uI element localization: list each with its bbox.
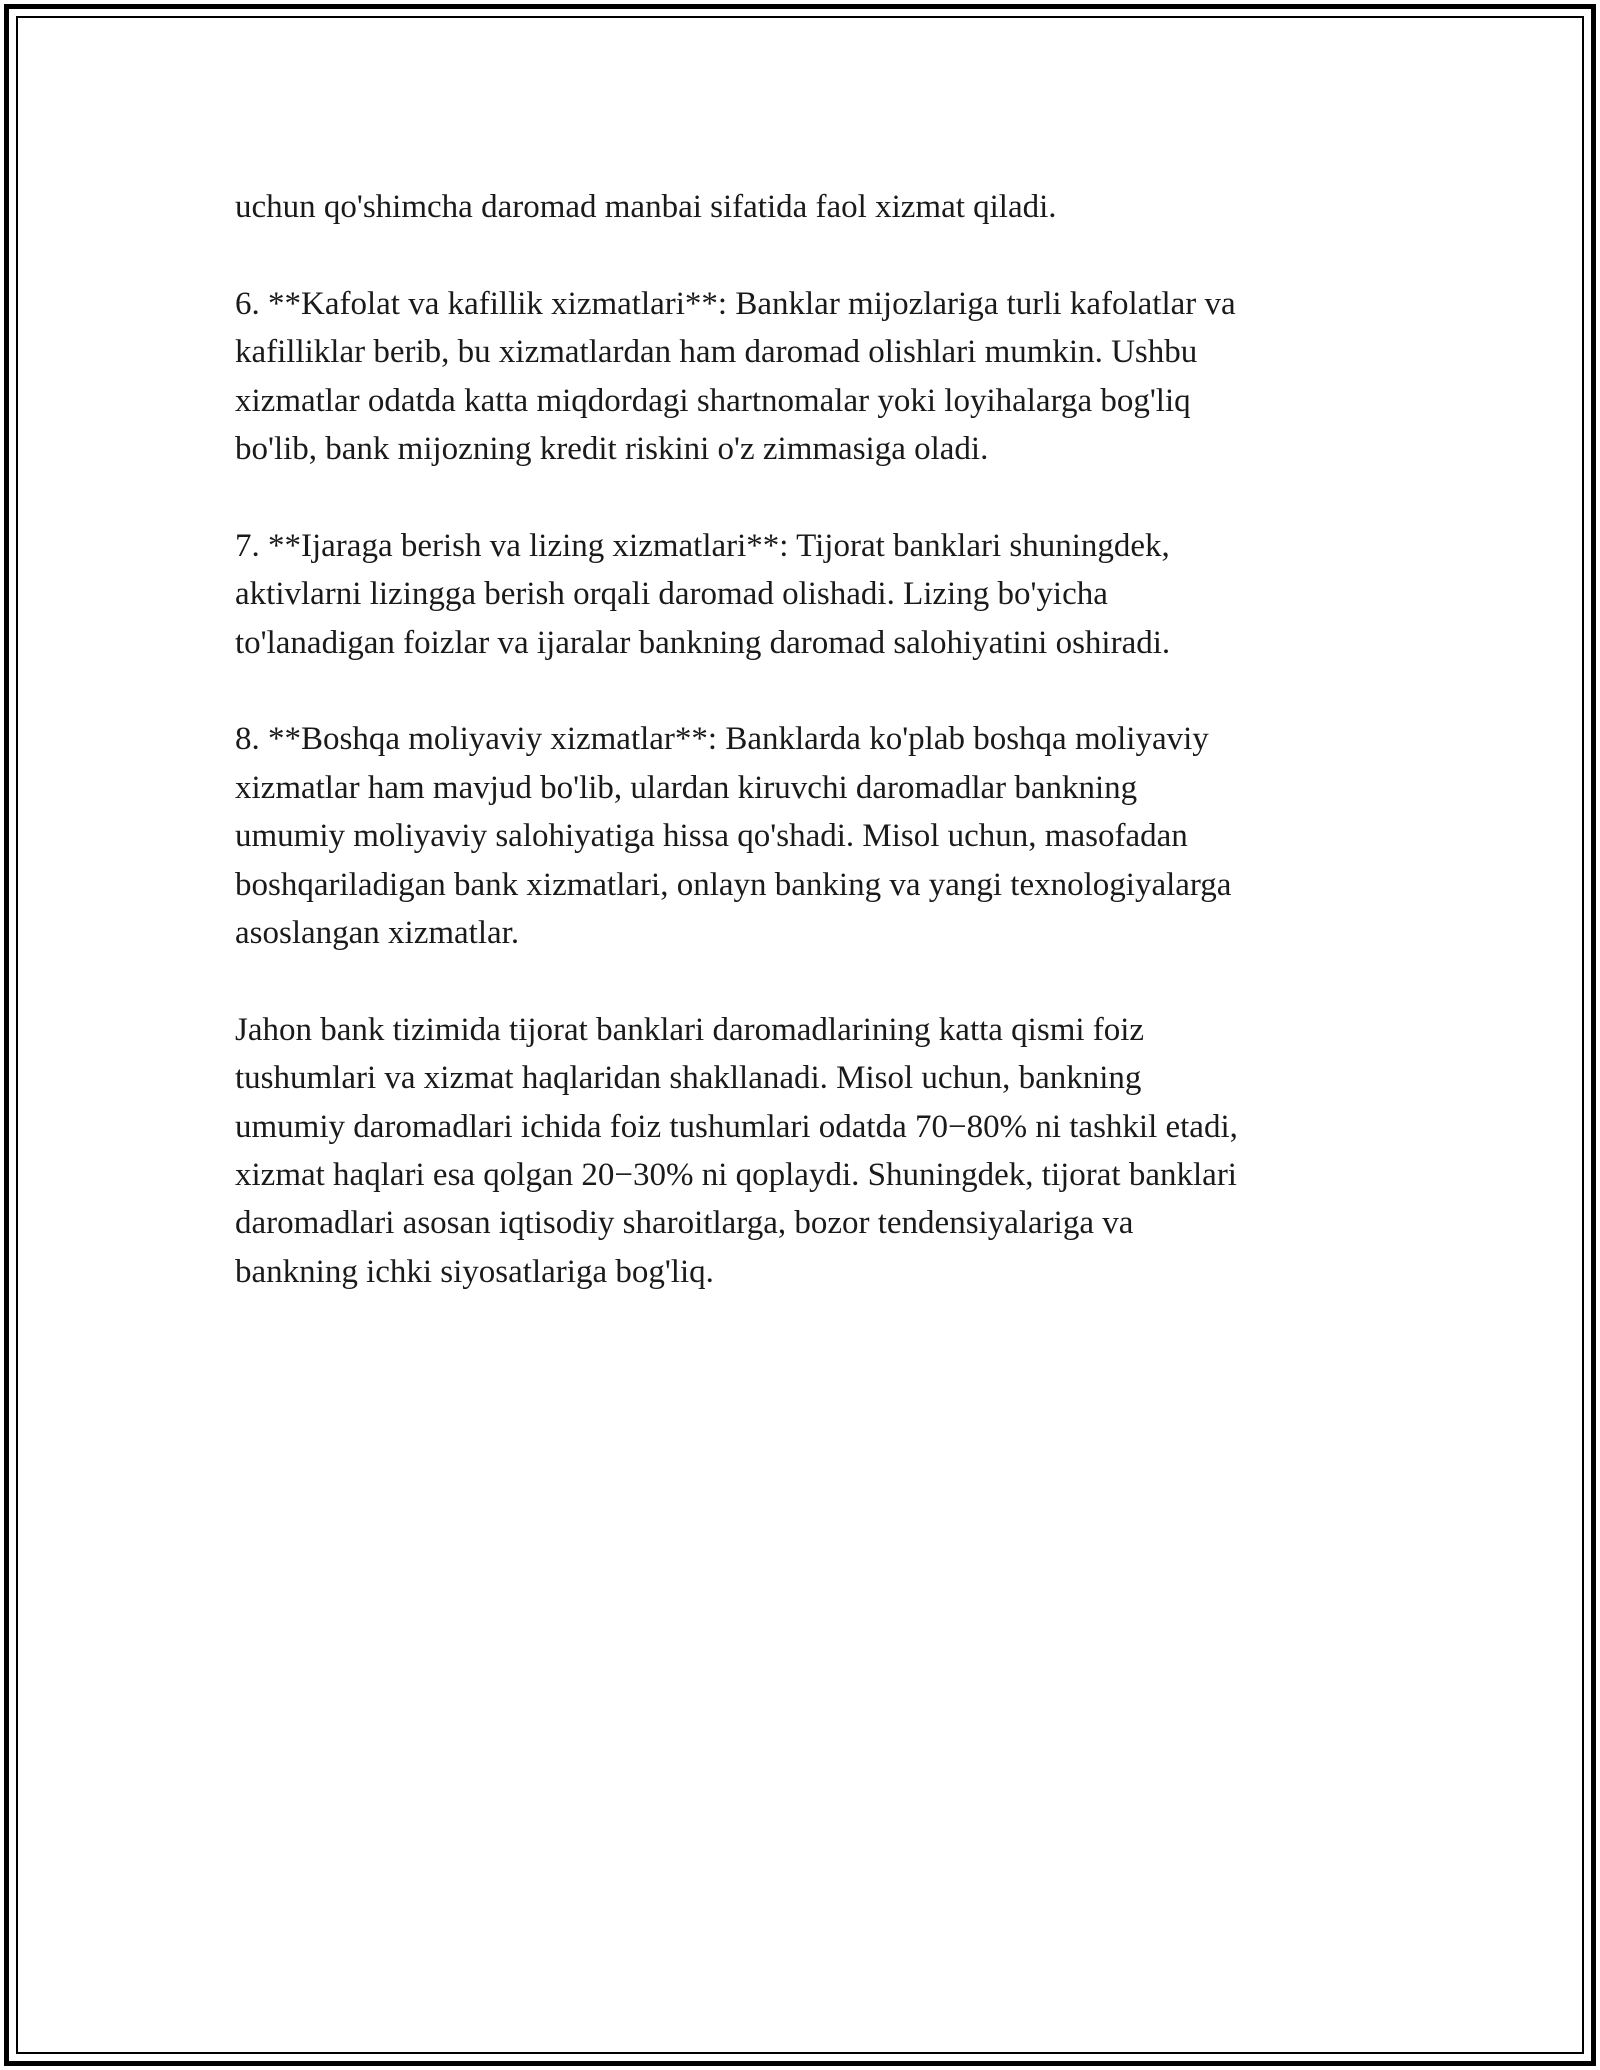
paragraph-item-8-other-financial-services: 8. **Boshqa moliyaviy xizmatlar**: Banklarda ko'plab boshqa moliyaviy xizmatlar ham mavjud bo'lib, ulardan kiruvchi daromadlar bankning umumiy moliyaviy salohiyatiga hissa qo'shadi. Misol uchun, masofadan boshqariladigan bank xizmatlari, onlayn banking va yangi texnologiyalarga asoslangan xizmatlar. xyxy=(235,721,1232,952)
document-body xyxy=(235,183,1365,1345)
paragraph-item-6-guarantee-services: 6. **Kafolat va kafillik xizmatlari**: Banklar mijozlariga turli kafolatlar va kafilliklar berib, bu xizmatlardan ham daromad olishlari mumkin. Ushbu xizmatlar odatda katta miqdordagi shartnomalar yoki loyihalarga bog'liq bo'lib, bank mijozning kredit riskini o'z zimmasiga oladi. xyxy=(235,285,1236,468)
paragraph-item-7-leasing-services: 7. **Ijaraga berish va lizing xizmatlari**: Tijorat banklari shuningdek, aktivlarni lizingga berish orqali daromad olishadi. Lizing bo'yicha to'lanadigan foizlar va ijaralar bankning daromad salohiyatini oshiradi. xyxy=(235,527,1171,661)
paragraph-summary: Jahon bank tizimida tijorat banklari daromadlarining katta qismi foiz tushumlari va xizmat haqlaridan shakllanadi. Misol uchun, bankning umumiy daromadlari ichida foiz tushumlari odatda 70−80% ni tashkil etadi, xizmat haqlari esa qolgan 20−30% ni qoplaydi. Shuningdek, tijorat banklari daromadlari asosan iqtisodiy sharoitlarga, bozor tendensiyalariga va bankning ichki siyosatlariga bog'liq. xyxy=(235,1011,1238,1290)
paragraph-intro-continuation: uchun qo'shimcha daromad manbai sifatida faol xizmat qiladi. xyxy=(235,189,1057,225)
